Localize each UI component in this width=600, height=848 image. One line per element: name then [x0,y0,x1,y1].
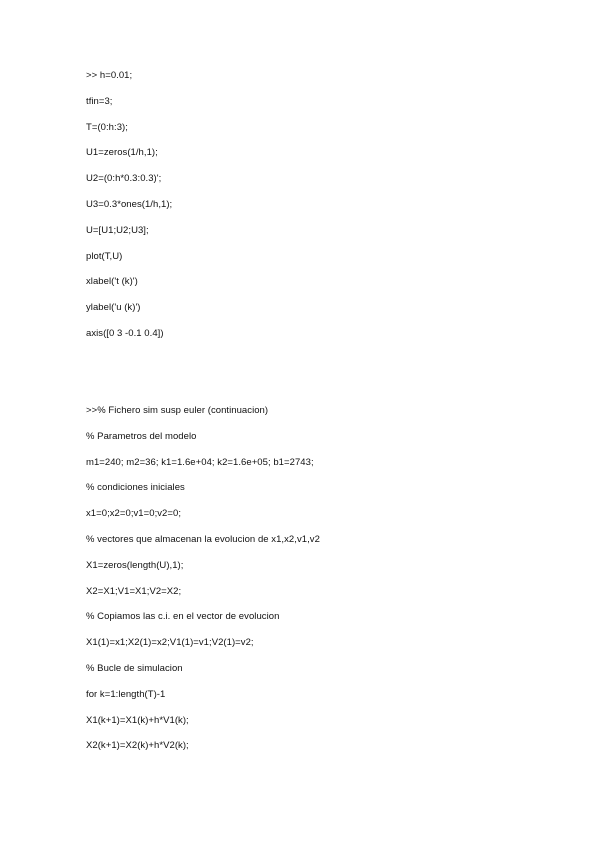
code-line: % condiciones iniciales [86,482,185,494]
code-line: >> h=0.01; [86,70,133,81]
code-line: X1=zeros(length(U),1); [86,559,184,571]
code-line: U3=0.3*ones(1/h,1); [86,198,173,210]
code-line: plot(T,U) [86,250,123,262]
code-block-plot-input [86,70,566,354]
code-line: axis([0 3 -0.1 0.4]) [86,327,164,339]
code-line: >>% Fichero sim susp euler (continuacion) [86,405,269,416]
code-line: % Parametros del modelo [86,430,197,442]
code-line: m1=240; m2=36; k1=1.6e+04; k2=1.6e+05; b1=2743; [86,456,314,468]
code-line: % vectores que almacenan la evolucion de x1,x2,v1,v2 [86,533,320,545]
code-line: X1(1)=x1;X2(1)=x2;V1(1)=v1;V2(1)=v2; [86,637,254,649]
code-line: xlabel('t (k)') [86,276,138,288]
code-line: X1(k+1)=X1(k)+h*V1(k); [86,714,189,726]
code-line: tfin=3; [86,95,113,107]
code-line: U2=(0:h*0.3:0.3)'; [86,173,162,185]
code-line: X2(k+1)=X2(k)+h*V2(k); [86,740,189,752]
code-line: ylabel('u (k)') [86,302,141,314]
code-line: x1=0;x2=0;v1=0;v2=0; [86,508,182,520]
code-line: U1=zeros(1/h,1); [86,147,158,159]
code-line: U=[U1;U2;U3]; [86,224,149,236]
code-line: % Copiamos las c.i. en el vector de evolucion [86,611,280,623]
code-line: % Bucle de simulacion [86,662,183,674]
code-line: T=(0:h:3); [86,121,128,133]
code-line: for k=1:length(T)-1 [86,688,166,700]
code-block-simulation [86,405,566,766]
code-line: X2=X1;V1=X1;V2=X2; [86,585,182,597]
